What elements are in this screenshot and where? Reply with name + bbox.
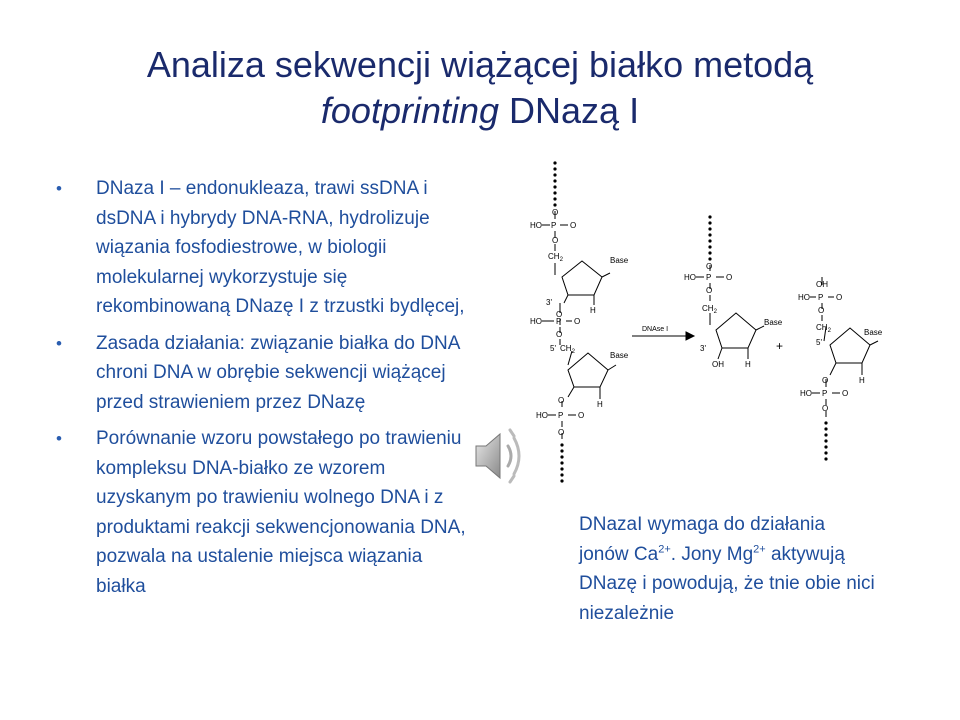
dotted-chain-bottom — [560, 443, 563, 482]
label-ho: HO — [536, 411, 548, 420]
label-p: P — [818, 293, 824, 302]
note-part: . Jony Mg — [670, 543, 754, 565]
note-part: aktywują DNazę i powodują, że tnie obie nici niezależnie — [579, 543, 875, 624]
label-base: Base — [764, 318, 783, 327]
label-o: O — [558, 428, 565, 437]
label-o: O — [706, 286, 713, 295]
dotted-chain-middle — [708, 215, 711, 260]
bullet-list — [56, 174, 476, 608]
bullet-item — [56, 174, 476, 322]
label-o: O — [556, 310, 563, 319]
label-o: O — [842, 389, 849, 398]
label-p: P — [706, 273, 712, 282]
note-text — [579, 510, 879, 628]
label-h: H — [597, 400, 603, 409]
label-o: O — [552, 208, 559, 217]
label-ho: HO — [684, 273, 696, 282]
label-base: Base — [610, 351, 629, 360]
label-oh: OH — [816, 280, 828, 289]
dotted-chain-right — [824, 421, 827, 460]
label-p: P — [556, 317, 562, 326]
label-ho: HO — [530, 221, 542, 230]
note-superscript: 2+ — [658, 543, 671, 556]
note-superscript: 2+ — [753, 543, 766, 556]
bullet-text: DNaza I – endonukleaza, trawi ssDNA i dsDNA i hybrydy DNA-RNA, hydrolizuje wiązania fosfodiestrowe, w biologii molekularnej wykorzystuje się rekombinowaną DNazę I z trzustki bydlęcej, — [96, 178, 465, 317]
label-ch2: $CH_2$ — [816, 323, 831, 334]
label-ho: HO — [530, 317, 542, 326]
bullet-item — [56, 424, 476, 601]
label-o: O — [578, 411, 585, 420]
label-3prime: 3' — [700, 344, 706, 353]
label-p: P — [551, 221, 557, 230]
label-o: O — [570, 221, 577, 230]
label-p: P — [822, 389, 828, 398]
title-line-2-rest: DNazą I — [499, 90, 640, 131]
label-p: P — [558, 411, 564, 420]
bullet-text: Porównanie wzoru powstałego po trawieniu kompleksu DNA-białko ze wzorem uzyskanym po trawieniu wolnego DNA i z produktami reakcji sekwencjonowania DNA, pozwala na ustalenie miejsca wiązania białka — [96, 428, 466, 597]
label-o: O — [818, 306, 825, 315]
label-h: H — [590, 306, 596, 315]
label-h: H — [745, 360, 751, 369]
label-base: Base — [610, 256, 629, 265]
label-o: O — [574, 317, 581, 326]
bullet-marker: • — [56, 333, 62, 353]
label-base: Base — [864, 328, 883, 337]
dnase-cleavage-diagram — [520, 155, 900, 485]
bullet-marker: • — [56, 429, 62, 448]
label-ho: HO — [798, 293, 810, 302]
label-o: O — [556, 330, 563, 339]
plus-sign: + — [776, 339, 784, 353]
arrow-label: DNAse I — [642, 326, 669, 333]
label-ch2: $CH_2$ — [702, 304, 717, 315]
label-5prime: 5' — [816, 338, 822, 347]
label-ch2: $CH_2$ — [548, 252, 563, 263]
label-o: O — [706, 262, 713, 271]
dotted-chain-top — [553, 161, 556, 206]
label-o: O — [836, 293, 843, 302]
label-o: O — [822, 404, 829, 413]
label-o: O — [726, 273, 733, 282]
bullet-text: Zasada działania: związanie białka do DNA chroni DNA w obrębie sekwencji wiążącej przed strawieniem przez DNazę — [96, 332, 460, 413]
note-part: DNazaI wymaga do działania jonów Ca — [579, 514, 826, 565]
label-o: O — [558, 396, 565, 405]
label-5prime: 5' — [550, 344, 556, 353]
bullet-item — [56, 329, 476, 418]
title-line-2 — [0, 88, 960, 134]
reaction-arrow-head — [686, 332, 694, 340]
speaker-icon[interactable] — [470, 424, 534, 488]
bullet-marker: • — [56, 179, 62, 198]
label-ch2: $CH_2$ — [560, 344, 575, 355]
title-italic-term: footprinting — [320, 90, 500, 131]
label-o: O — [552, 236, 559, 245]
label-3prime: 3' — [546, 298, 552, 307]
label-oh: OH — [712, 360, 724, 369]
title-line-1: Analiza sekwencji wiążącej białko metodą — [146, 44, 814, 85]
label-o: O — [822, 376, 829, 385]
label-h: H — [859, 376, 865, 385]
slide-title — [0, 42, 960, 134]
label-ho: HO — [800, 389, 812, 398]
